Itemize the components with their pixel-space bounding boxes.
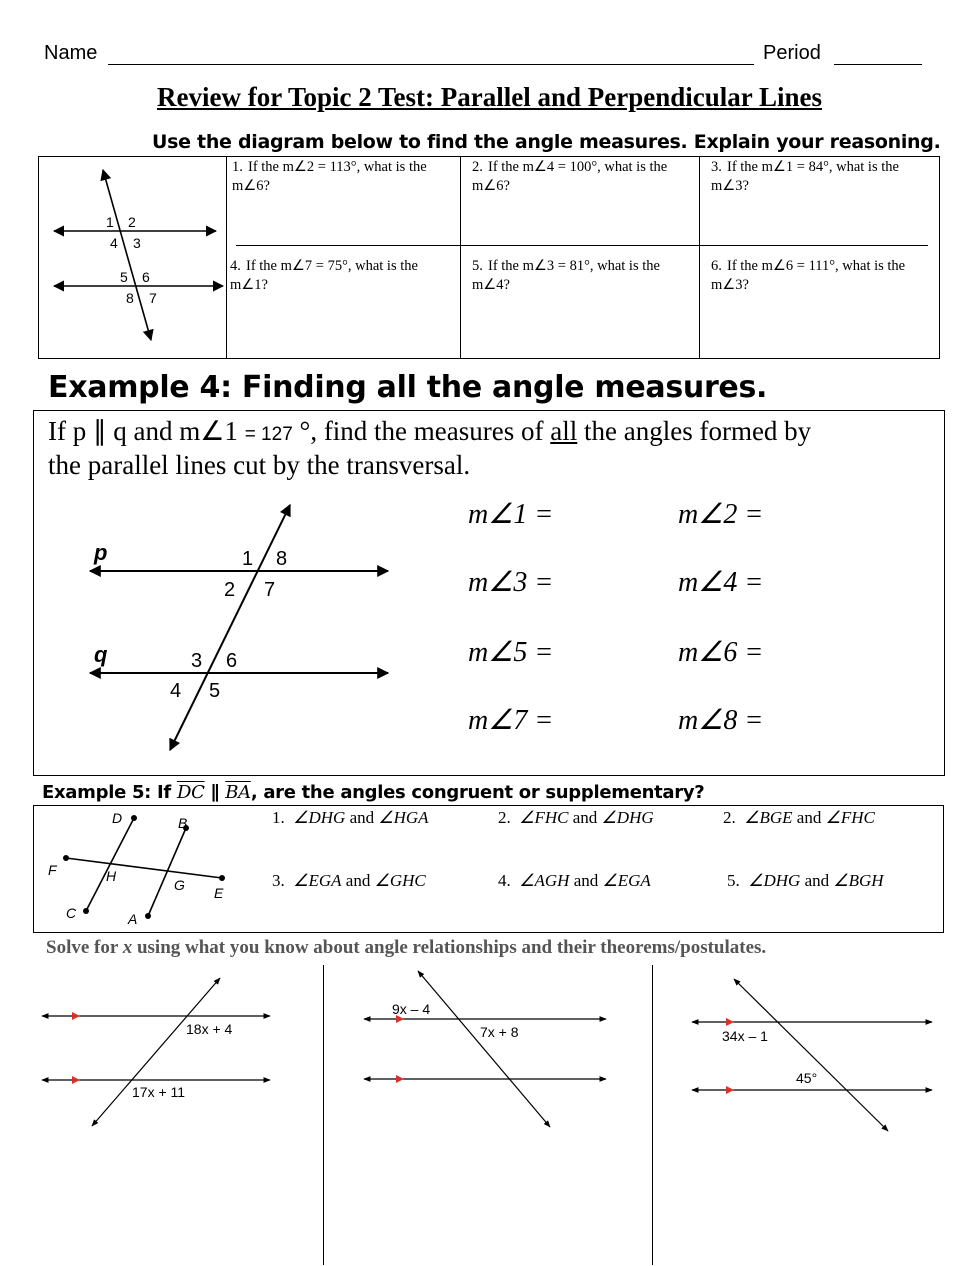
point-label: A xyxy=(128,911,138,927)
angle-expression: 7x + 8 xyxy=(480,1024,519,1040)
prompt-mid: °, find the measures of xyxy=(299,416,544,446)
angle-label: 3 xyxy=(191,650,203,672)
point-label: F xyxy=(48,862,57,878)
point-label: G xyxy=(174,877,185,893)
angle-label: 8 xyxy=(276,548,288,570)
heading-start: Example 5: If xyxy=(42,782,171,803)
name-blank[interactable] xyxy=(108,64,754,65)
example5-item-2: 2. ∠FHC and ∠DHG xyxy=(498,808,654,827)
angle-label: 7 xyxy=(149,290,157,306)
example4-diagram xyxy=(80,500,400,760)
angle-label: 2 xyxy=(224,579,236,601)
answer-m5[interactable]: m∠5 = xyxy=(468,637,554,668)
angle-expression: 17x + 11 xyxy=(132,1084,186,1100)
angle-expression: 45° xyxy=(796,1070,818,1086)
angle-label: 6 xyxy=(226,650,238,672)
point-label: D xyxy=(112,810,123,826)
point-label: E xyxy=(214,885,224,901)
example5-item-4: 3. ∠EGA and ∠GHC xyxy=(272,871,426,890)
transversal-line xyxy=(170,505,290,750)
angle-label: 5 xyxy=(209,680,221,702)
heading-end: , are the angles congruent or supplementary? xyxy=(250,782,705,803)
line-label-p: p xyxy=(94,540,108,565)
answer-m8[interactable]: m∠8 = xyxy=(678,705,764,736)
angle-label: 5 xyxy=(120,269,128,285)
transversal-line xyxy=(103,170,151,340)
question-1: 1. If the m∠2 = 113°, what is the m∠6? xyxy=(232,159,427,194)
example4-prompt xyxy=(48,414,811,452)
answer-m7[interactable]: m∠7 = xyxy=(468,705,554,736)
question-4: 4. If the m∠7 = 75°, what is the m∠1? xyxy=(230,258,418,293)
angle-label: 2 xyxy=(128,214,136,230)
table-divider xyxy=(460,156,461,359)
line-label-q: q xyxy=(94,642,108,667)
answer-m4[interactable]: m∠4 = xyxy=(678,567,764,598)
solve-diagram-1 xyxy=(38,970,278,1130)
example5-item-1: 1. ∠DHG and ∠HGA xyxy=(272,808,429,827)
angle-label: 6 xyxy=(142,269,150,285)
question-6: 6. If the m∠6 = 111°, what is the m∠3? xyxy=(711,258,906,293)
example5-diagram xyxy=(36,808,246,932)
section1-instruction: Use the diagram below to find the angle measures. Explain your reasoning. xyxy=(152,131,941,153)
answer-m2[interactable]: m∠2 = xyxy=(678,499,764,530)
given-value: = 127 xyxy=(244,424,293,445)
table-divider xyxy=(699,156,700,359)
angle-label: 4 xyxy=(110,235,118,251)
example4-heading: Example 4: Finding all the angle measures. xyxy=(48,370,768,405)
angle-label: 3 xyxy=(133,235,141,251)
prompt-end: the angles formed by xyxy=(584,416,812,446)
solve-diagram-3 xyxy=(688,975,938,1135)
angle-expression: 9x – 4 xyxy=(392,1001,431,1017)
answer-m6[interactable]: m∠6 = xyxy=(678,637,764,668)
point-label: H xyxy=(106,868,117,884)
angle-label: 8 xyxy=(126,290,134,306)
example5-item-5: 4. ∠AGH and ∠EGA xyxy=(498,871,651,890)
question-3: 3. If the m∠1 = 84°, what is the m∠3? xyxy=(711,159,899,194)
name-label: Name xyxy=(44,42,98,64)
page-title: Review for Topic 2 Test: Parallel and Perpendicular Lines xyxy=(156,82,823,112)
point-label: B xyxy=(178,815,188,831)
transversal-fe xyxy=(66,858,222,878)
section1-diagram xyxy=(40,160,226,356)
column-divider xyxy=(652,965,653,1265)
example5-item-3: 2. ∠BGE and ∠FHC xyxy=(723,808,875,827)
point-label: C xyxy=(66,905,77,921)
segment-dc-line xyxy=(86,818,134,911)
angle-label: 4 xyxy=(170,680,182,702)
example5-heading xyxy=(42,782,704,803)
table-divider xyxy=(226,156,227,359)
example4-prompt-line2: the parallel lines cut by the transversal. xyxy=(48,450,471,480)
angle-expression: 18x + 4 xyxy=(186,1021,233,1037)
column-divider xyxy=(323,965,324,1265)
prompt-start: If p ∥ q and m∠1 xyxy=(48,416,238,446)
period-label: Period xyxy=(763,42,821,64)
table-row-divider xyxy=(236,245,928,246)
segment-dc: $\overline{DC}$ xyxy=(176,782,205,803)
angle-label: 7 xyxy=(264,579,276,601)
angle-expression: 34x – 1 xyxy=(722,1028,768,1044)
question-5: 5. If the m∠3 = 81°, what is the m∠4? xyxy=(472,258,660,293)
period-blank[interactable] xyxy=(834,64,922,65)
answer-m3[interactable]: m∠3 = xyxy=(468,567,554,598)
example5-item-6: 5. ∠DHG and ∠BGH xyxy=(727,871,884,890)
prompt-underlined: all xyxy=(550,416,578,446)
answer-m1[interactable]: m∠1 = xyxy=(468,499,554,530)
question-2: 2. If the m∠4 = 100°, what is the m∠6? xyxy=(472,159,668,194)
solve-instruction: Solve for x using what you know about angle relationships and their theorems/postulates. xyxy=(46,937,767,958)
angle-label: 1 xyxy=(242,548,254,570)
segment-ba: $\overline{BA}$ xyxy=(225,782,251,803)
angle-label: 1 xyxy=(106,214,114,230)
parallel-symbol: ∥ xyxy=(210,782,220,803)
solve-diagram-2 xyxy=(360,965,610,1135)
